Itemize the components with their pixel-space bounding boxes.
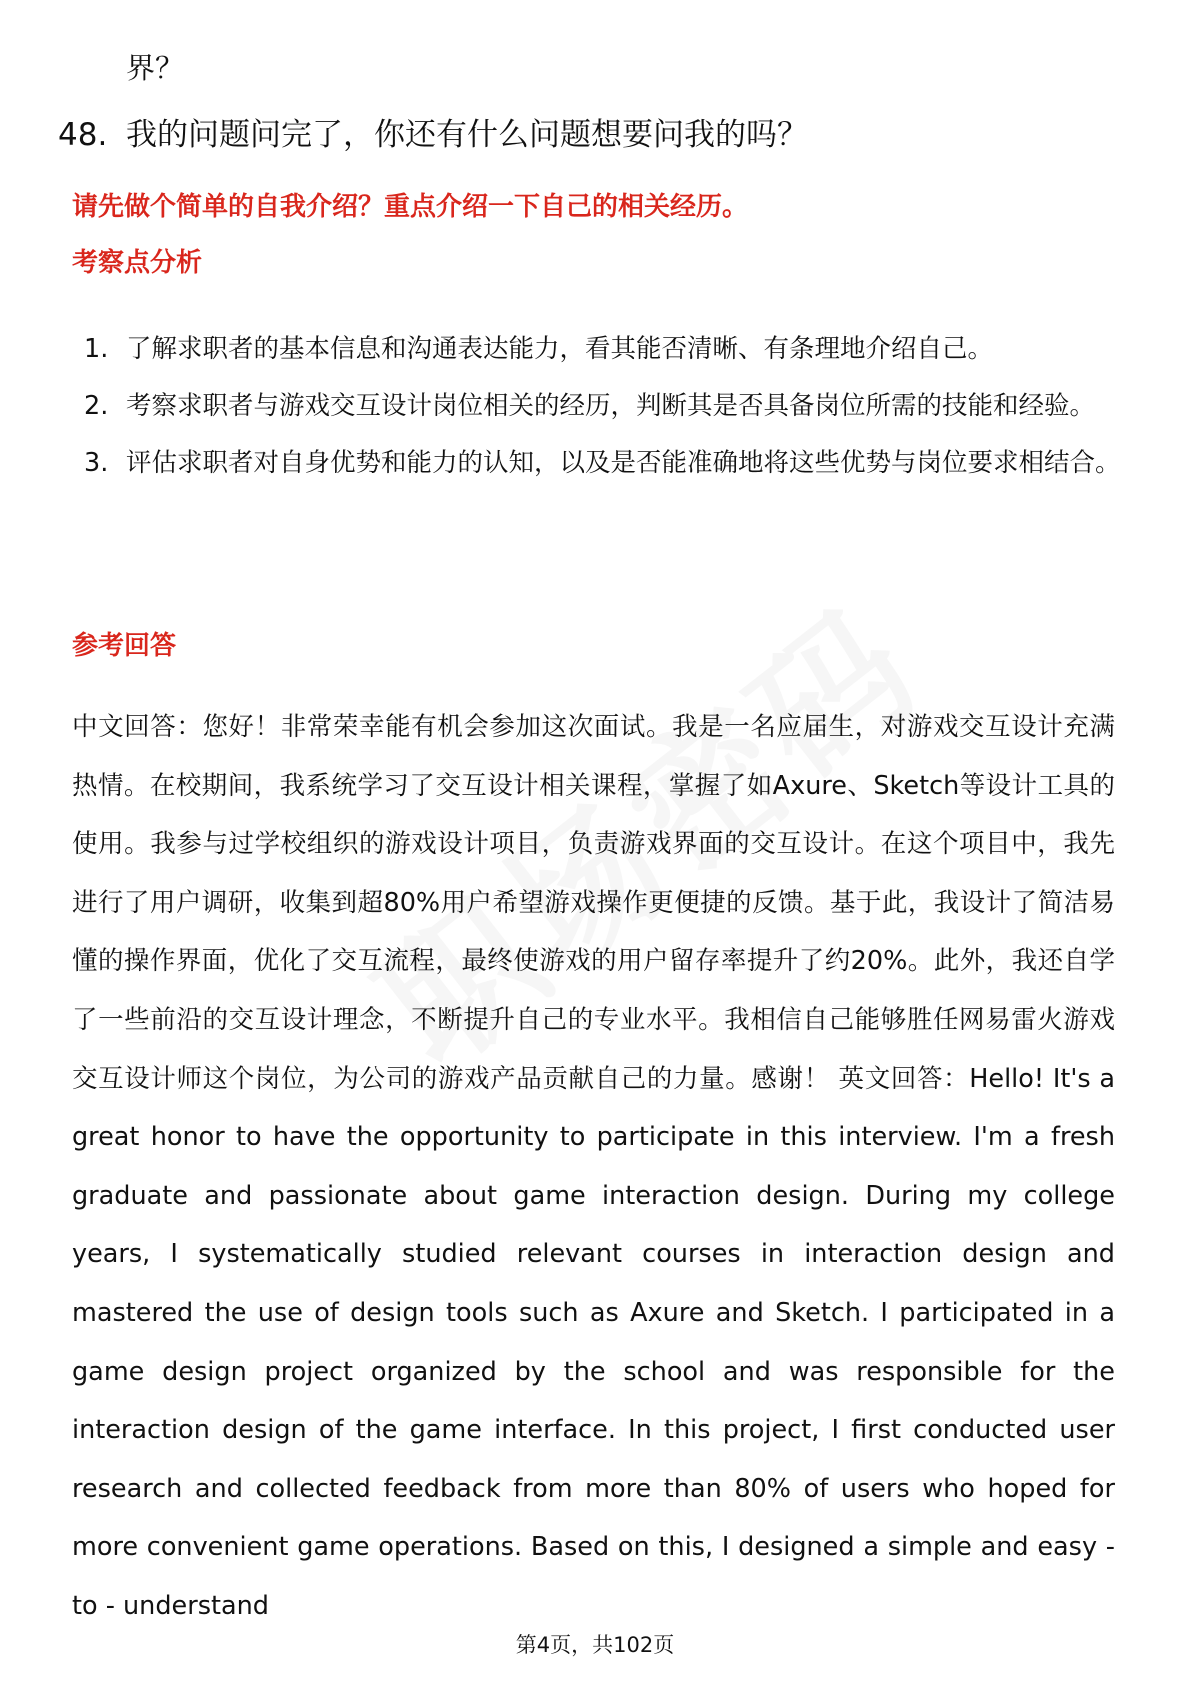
list-item-number: 1. (84, 334, 109, 364)
analysis-points-list (84, 321, 1124, 492)
section-title: 请先做个简单的自我介绍？重点介绍一下自己的相关经历。 (72, 192, 749, 222)
list-item-text: 评估求职者对自身优势和能力的认知，以及是否能准确地将这些优势与岗位要求相结合。 (126, 448, 1121, 478)
list-item-number: 2. (84, 391, 109, 421)
page-number-footer: 第4页，共102页 (515, 1633, 675, 1657)
previous-question-continuation: 界？ (126, 51, 185, 85)
question-text: 我的问题问完了，你还有什么问题想要问我的吗？ (126, 117, 808, 153)
question-number: 48. (58, 117, 108, 153)
reference-heading: 参考回答 (72, 631, 177, 661)
list-item-number: 3. (84, 448, 109, 478)
reference-answer: 中文回答：您好！非常荣幸能有机会参加这次面试。我是一名应届生，对游戏交互设计充满热情。在校期间，我系统学习了交互设计相关课程，掌握了如Axure、Sketch等设计工具的使用。我参与过学校组织的游戏设计项目，负责游戏界面的交互设计。在这个项目中，我先进行了用户调研，收集到超80%用户希望游戏操作更便捷的反馈。基于此，我设计了简洁易懂的操作界面，优化了交互流程，最终使游戏的用户留存率提升了约20%。此外，我还自学了一些前沿的交互设计理念，不断提升自己的专业水平。我相信自己能够胜任网易雷火游戏交互设计师这个岗位，为公司的游戏产品贡献自己的力量。感谢！ 英文回答：Hello! It's a great honor to have the opportunity to participate in this interview. I'm a fresh graduate and passionate about game interaction design. During my college years, I systematically studied relevant courses in interaction design and mastered the use of design tools such as Axure and Sketch. I participated in a game design project organized by the school and was responsible for the interaction design of the game interface. In this project, I first conducted user research and collected feedback from more than 80% of users who hoped for more convenient game operations. Based on this, I designed a simple and easy - to - understand (72, 712, 1115, 1621)
analysis-heading: 考察点分析 (72, 248, 203, 278)
list-item-text: 考察求职者与游戏交互设计岗位相关的经历，判断其是否具备岗位所需的技能和经验。 (126, 391, 1096, 421)
list-item (84, 435, 1124, 492)
list-item-text: 了解求职者的基本信息和沟通表达能力，看其能否清晰、有条理地介绍自己。 (126, 334, 994, 364)
list-item (84, 378, 1124, 435)
list-item (84, 321, 1124, 378)
question-48 (58, 114, 808, 156)
